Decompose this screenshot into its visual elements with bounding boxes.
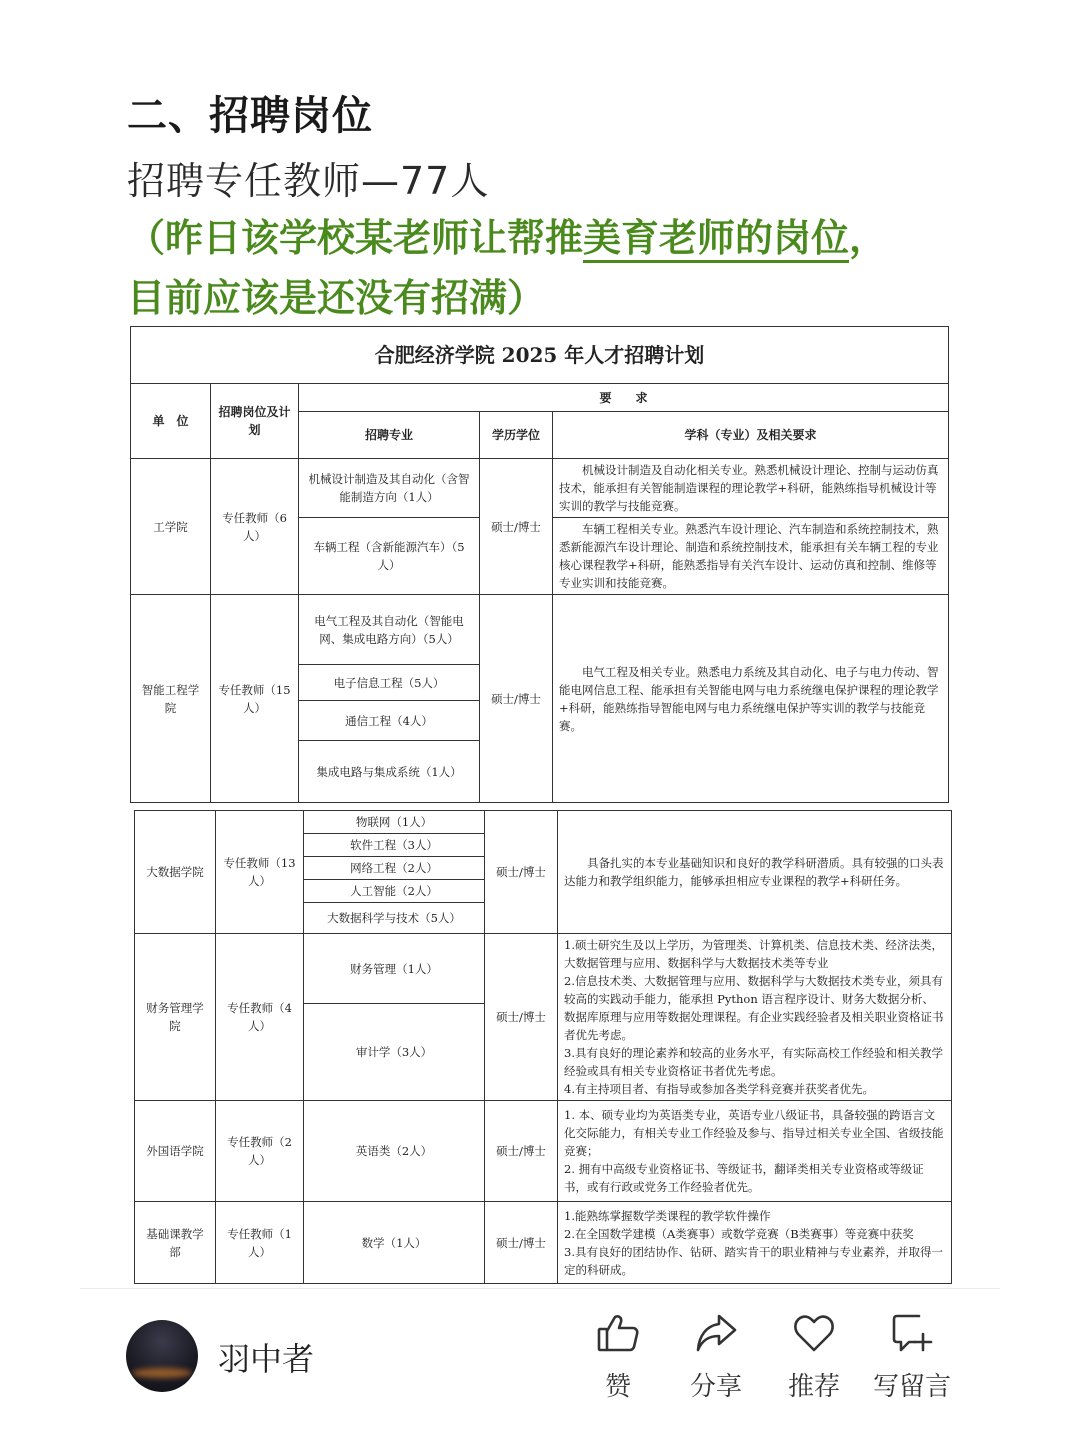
degree-cell: 硕士/博士 bbox=[485, 1101, 558, 1202]
requirement-line: 1.能熟练掌握数学类课程的教学软件操作 bbox=[564, 1208, 771, 1223]
table-title: 合肥经济学院 2025 年人才招聘计划 bbox=[131, 327, 949, 384]
comment-plus-icon bbox=[889, 1310, 935, 1356]
like-button[interactable] bbox=[578, 1310, 658, 1403]
comment-label: 写留言 bbox=[872, 1372, 951, 1402]
header-requirements: 要 求 bbox=[299, 384, 949, 412]
like-label: 赞 bbox=[604, 1372, 631, 1402]
unit-cell: 工学院 bbox=[131, 459, 211, 595]
degree-cell: 硕士/博士 bbox=[480, 595, 553, 803]
degree-cell: 硕士/博士 bbox=[480, 459, 553, 595]
major-cell: 大数据科学与技术（5人） bbox=[304, 903, 485, 934]
major-cell: 审计学（3人） bbox=[304, 1004, 485, 1101]
unit-cell: 智能工程学院 bbox=[131, 595, 211, 803]
plan-cell: 专任教师（1人） bbox=[216, 1202, 304, 1284]
major-cell: 软件工程（3人） bbox=[304, 834, 485, 857]
share-button[interactable] bbox=[676, 1310, 756, 1403]
major-cell: 数学（1人） bbox=[304, 1202, 485, 1284]
plan-cell: 专任教师（2人） bbox=[216, 1101, 304, 1202]
major-cell: 通信工程（4人） bbox=[299, 701, 480, 741]
requirement-cell: 具备扎实的本专业基础知识和良好的教学科研潜质。具有较强的口头表达能力和教学组织能力，能够承担相应专业课程的教学+科研任务。 bbox=[558, 811, 952, 934]
post-subheading: 招聘专任教师—77人 bbox=[127, 159, 490, 203]
degree-cell: 硕士/博士 bbox=[485, 1202, 558, 1284]
recruitment-table-part-1 bbox=[130, 326, 949, 803]
header-major: 招聘专业 bbox=[299, 412, 480, 459]
header-subject-req: 学科（专业）及相关要求 bbox=[553, 412, 949, 459]
major-cell: 电气工程及其自动化（智能电网、集成电路方向）（5人） bbox=[299, 595, 480, 665]
requirement-line: 2.信息技术类、大数据管理与应用、数据科学与大数据技术类专业，须具有较高的实践动手能力，能承担 Python 语言程序设计、财务大数据分析、数据库原理与应用等数据处理课程。有企业实践经验者及相关职业资格证书者优先考虑。 bbox=[564, 974, 944, 1042]
plan-cell: 专任教师（13人） bbox=[216, 811, 304, 934]
avatar[interactable] bbox=[126, 1320, 198, 1392]
major-cell: 人工智能（2人） bbox=[304, 880, 485, 903]
major-cell: 财务管理（1人） bbox=[304, 934, 485, 1004]
plan-cell: 专任教师（6人） bbox=[211, 459, 299, 595]
major-cell: 车辆工程（含新能源汽车）（5人） bbox=[299, 518, 480, 595]
recommend-label: 推荐 bbox=[787, 1372, 840, 1402]
heart-icon bbox=[791, 1310, 837, 1356]
major-cell: 电子信息工程（5人） bbox=[299, 665, 480, 701]
header-position: 招聘岗位及计划 bbox=[211, 384, 299, 459]
note-text-c: ， bbox=[849, 216, 888, 260]
requirement-cell bbox=[558, 1202, 952, 1284]
unit-cell: 外国语学院 bbox=[135, 1101, 216, 1202]
unit-cell: 财务管理学院 bbox=[135, 934, 216, 1101]
share-arrow-icon bbox=[693, 1310, 739, 1356]
comment-button[interactable] bbox=[872, 1310, 952, 1403]
recommend-button[interactable] bbox=[774, 1310, 854, 1403]
unit-cell: 基础课教学部 bbox=[135, 1202, 216, 1284]
highlight-note-line-1 bbox=[127, 208, 957, 268]
header-unit: 单 位 bbox=[131, 384, 211, 459]
requirement-cell: 车辆工程相关专业。熟悉汽车设计理论、汽车制造和系统控制技术，熟悉新能源汽车设计理论、制造和系统控制技术，能承担有关车辆工程的专业核心课程教学+科研，能熟悉指导有关汽车设计、运动仿真和控制、维修等专业实训和技能竞赛。 bbox=[553, 518, 949, 595]
thumbs-up-icon bbox=[595, 1310, 641, 1356]
requirement-line: 2.在全国数学建模（A类赛事）或数学竞赛（B类赛事）等竞赛中获奖 bbox=[564, 1226, 914, 1241]
requirement-cell: 机械设计制造及自动化相关专业。熟悉机械设计理论、控制与运动仿真技术，能承担有关智能制造课程的理论教学+科研，能熟练指导机械设计等实训的教学与技能竞赛。 bbox=[553, 459, 949, 518]
plan-cell: 专任教师（15人） bbox=[211, 595, 299, 803]
share-label: 分享 bbox=[689, 1372, 742, 1402]
major-cell: 英语类（2人） bbox=[304, 1101, 485, 1202]
header-degree: 学历学位 bbox=[480, 412, 553, 459]
recruitment-table-part-2 bbox=[134, 810, 952, 1284]
requirement-cell bbox=[558, 1101, 952, 1202]
requirement-cell bbox=[558, 934, 952, 1101]
note-text-a: （昨日该学校某老师让帮推 bbox=[127, 216, 584, 260]
avatar-glow bbox=[132, 1368, 192, 1378]
footer-divider bbox=[80, 1288, 1000, 1289]
degree-cell: 硕士/博士 bbox=[485, 934, 558, 1101]
unit-cell: 大数据学院 bbox=[135, 811, 216, 934]
major-cell: 网络工程（2人） bbox=[304, 857, 485, 880]
highlight-note-line-2: 目前应该是还没有招满） bbox=[127, 276, 546, 320]
plan-cell: 专任教师（4人） bbox=[216, 934, 304, 1101]
requirement-line: 2. 拥有中高级专业资格证书、等级证书，翻译类相关专业资格或等级证书，或有行政或党务工作经验者优先。 bbox=[564, 1162, 924, 1194]
requirement-line: 1.硕士研究生及以上学历，为管理类、计算机类、信息技术类、经济法类，大数据管理与应用、数据科学与大数据技术类等专业 bbox=[564, 938, 943, 970]
post-heading: 二、招聘岗位 bbox=[127, 93, 373, 139]
requirement-line: 3.具有良好的团结协作、钻研、踏实肯干的职业精神与专业素养，并取得一定的科研成。 bbox=[564, 1244, 943, 1277]
major-cell: 机械设计制造及其自动化（含智能制造方向（1人） bbox=[299, 459, 480, 518]
major-cell: 物联网（1人） bbox=[304, 811, 485, 834]
username[interactable]: 羽中者 bbox=[218, 1340, 315, 1378]
note-link-underlined: 美育老师的岗位 bbox=[583, 216, 849, 263]
requirement-line: 3.具有良好的理论素养和较高的业务水平，有实际高校工作经验和相关教学经验或具有相关专业资格证书者优先考虑。 bbox=[564, 1046, 943, 1078]
requirement-line: 4.有主持项目者、有指导或参加各类学科竞赛并获奖者优先。 bbox=[564, 1082, 874, 1096]
requirement-line: 1. 本、硕专业均为英语类专业，英语专业八级证书，具备较强的跨语言文化交际能力，有相关专业工作经验及参与、指导过相关专业全国、省级技能竞赛； bbox=[564, 1108, 944, 1158]
degree-cell: 硕士/博士 bbox=[485, 811, 558, 934]
major-cell: 集成电路与集成系统（1人） bbox=[299, 741, 480, 803]
requirement-cell: 电气工程及相关专业。熟悉电力系统及其自动化、电子与电力传动、智能电网信息工程、能承担有关智能电网与电力系统继电保护课程的理论教学+科研，能熟练指导智能电网与电力系统继电保护等实训的教学与技能竞赛。 bbox=[553, 595, 949, 803]
